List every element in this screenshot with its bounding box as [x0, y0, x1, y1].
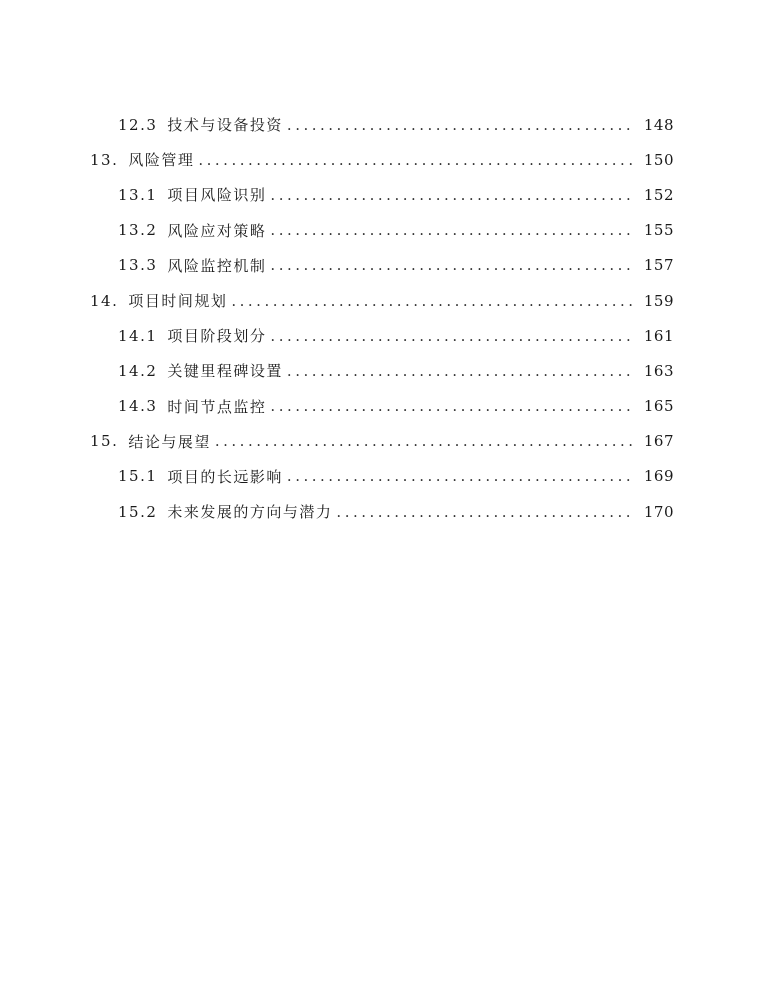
toc-entry-number: 14. — [90, 291, 119, 310]
toc-entry-page: 155 — [643, 221, 674, 240]
toc-entry-title: 关键里程碑设置 — [167, 362, 283, 381]
toc-entry-title: 结论与展望 — [128, 432, 211, 451]
toc-entry[interactable] — [0, 494, 674, 529]
toc-entry-title: 项目的长远影响 — [167, 467, 283, 486]
toc-entry-number: 13. — [90, 150, 119, 169]
toc-entry-title: 风险应对策略 — [167, 221, 267, 240]
toc-entry-page: 170 — [643, 502, 674, 521]
toc-entry[interactable] — [0, 248, 674, 283]
toc-entry[interactable] — [0, 107, 674, 142]
toc-entry[interactable] — [0, 459, 674, 494]
toc-entry-title: 风险监控机制 — [167, 256, 267, 275]
toc-entry-number: 13.3 — [118, 256, 158, 275]
toc-entry[interactable] — [0, 389, 674, 424]
toc-entry-page: 167 — [643, 432, 674, 451]
toc-entry-number: 14.2 — [118, 361, 158, 380]
toc-entry[interactable] — [0, 177, 674, 212]
dot-leader — [270, 221, 634, 239]
toc-entry[interactable] — [0, 213, 674, 248]
toc-entry-page: 163 — [643, 361, 674, 380]
toc-entry[interactable] — [0, 283, 674, 318]
toc-entry-number: 14.1 — [118, 326, 158, 345]
toc-entry-page: 159 — [643, 291, 674, 310]
toc-entry-title: 项目风险识别 — [167, 186, 267, 205]
table-of-contents — [0, 107, 765, 529]
toc-entry-number: 13.2 — [118, 221, 158, 240]
dot-leader — [287, 116, 634, 134]
toc-entry[interactable] — [0, 318, 674, 353]
dot-leader — [215, 432, 634, 450]
dot-leader — [287, 467, 634, 485]
toc-entry-page: 152 — [643, 185, 674, 204]
toc-entry[interactable] — [0, 424, 674, 459]
toc-entry-number: 12.3 — [118, 115, 158, 134]
toc-entry-title: 风险管理 — [128, 151, 195, 170]
toc-entry[interactable] — [0, 142, 674, 177]
toc-entry-number: 15. — [90, 432, 119, 451]
toc-entry-page: 150 — [643, 150, 674, 169]
dot-leader — [270, 397, 634, 415]
dot-leader — [198, 151, 634, 169]
toc-entry-title: 项目时间规划 — [128, 292, 228, 311]
dot-leader — [287, 362, 634, 380]
dot-leader — [336, 503, 634, 521]
toc-entry-page: 157 — [643, 256, 674, 275]
dot-leader — [270, 186, 634, 204]
dot-leader — [231, 292, 634, 310]
dot-leader — [270, 256, 634, 274]
toc-entry-number: 14.3 — [118, 397, 158, 416]
toc-entry-title: 技术与设备投资 — [167, 116, 283, 135]
dot-leader — [270, 327, 634, 345]
toc-entry[interactable] — [0, 353, 674, 388]
toc-entry-number: 15.1 — [118, 467, 158, 486]
toc-entry-title: 项目阶段划分 — [167, 327, 267, 346]
toc-entry-page: 148 — [643, 115, 674, 134]
toc-entry-page: 169 — [643, 467, 674, 486]
toc-entry-title: 未来发展的方向与潜力 — [167, 503, 333, 522]
toc-entry-number: 15.2 — [118, 502, 158, 521]
toc-entry-number: 13.1 — [118, 185, 158, 204]
toc-entry-page: 165 — [643, 397, 674, 416]
toc-entry-title: 时间节点监控 — [167, 397, 267, 416]
toc-entry-page: 161 — [643, 326, 674, 345]
